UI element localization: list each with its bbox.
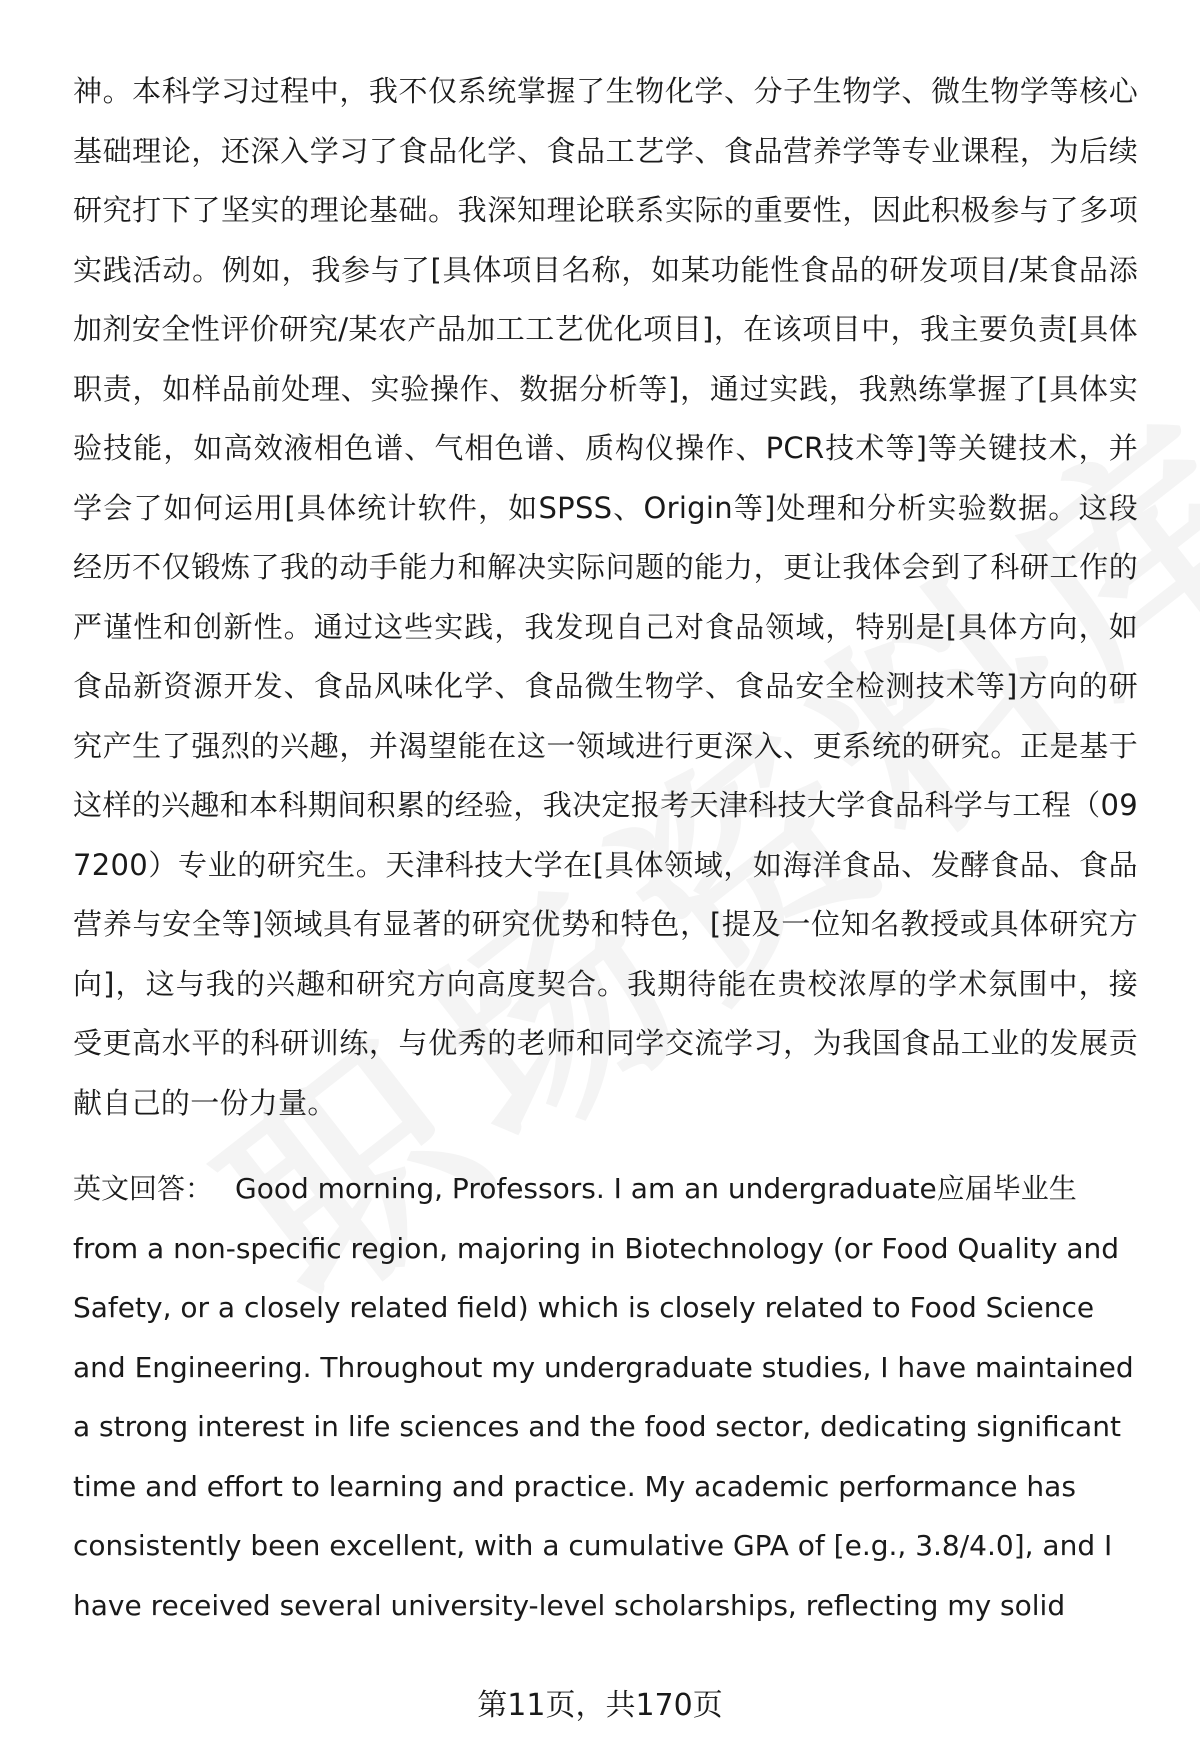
page-number-footer: 第11页，共170页 (477, 1688, 723, 1723)
english-answer-label: 英文回答： (73, 1172, 214, 1205)
english-answer-text: Good morning, Professors. I am an undergraduate应届毕业生 from a non-specific region, majoring in Biotechnology (or Food Quality and Safety, or a closely related field) which is closely related to Food Science and Engineering. Throughout my undergraduate studies, I have maintained a strong interest in life sciences and the food sector, dedicating significant time and effort to learning and practice. My academic performance has consistently been excellent, with a cumulative GPA of [e.g., 3.8/4.0], and I have received several university-level scholarships, reflecting my solid (73, 1172, 1134, 1622)
chinese-answer-paragraph: 神。本科学习过程中，我不仅系统掌握了生物化学、分子生物学、微生物学等核心基础理论，还深入学习了食品化学、食品工艺学、食品营养学等专业课程，为后续研究打下了坚实的理论基础。我深知理论联系实际的重要性，因此积极参与了多项实践活动。例如，我参与了[具体项目名称，如某功能性食品的研发项目/某食品添加剂安全性评价研究/某农产品加工工艺优化项目]，在该项目中，我主要负责[具体职责，如样品前处理、实验操作、数据分析等]，通过实践，我熟练掌握了[具体实验技能，如高效液相色谱、气相色谱、质构仪操作、PCR技术等]等关键技术，并学会了如何运用[具体统计软件，如SPSS、Origin等]处理和分析实验数据。这段经历不仅锻炼了我的动手能力和解决实际问题的能力，更让我体会到了科研工作的严谨性和创新性。通过这些实践，我发现自己对食品领域，特别是[具体方向，如食品新资源开发、食品风味化学、食品微生物学、食品安全检测技术等]方向的研究产生了强烈的兴趣，并渴望能在这一领域进行更深入、更系统的研究。正是基于这样的兴趣和本科期间积累的经验，我决定报考天津科技大学食品科学与工程（097200）专业的研究生。天津科技大学在[具体领域，如海洋食品、发酵食品、食品营养与安全等]领域具有显著的研究优势和特色，[提及一位知名教授或具体研究方向]，这与我的兴趣和研究方向高度契合。我期待能在贵校浓厚的学术氛围中，接受更高水平的科研训练，与优秀的老师和同学交流学习，为我国食品工业的发展贡献自己的一份力量。 (73, 74, 1138, 1120)
page-content (73, 62, 1138, 1635)
english-answer-paragraph (73, 1159, 1138, 1635)
